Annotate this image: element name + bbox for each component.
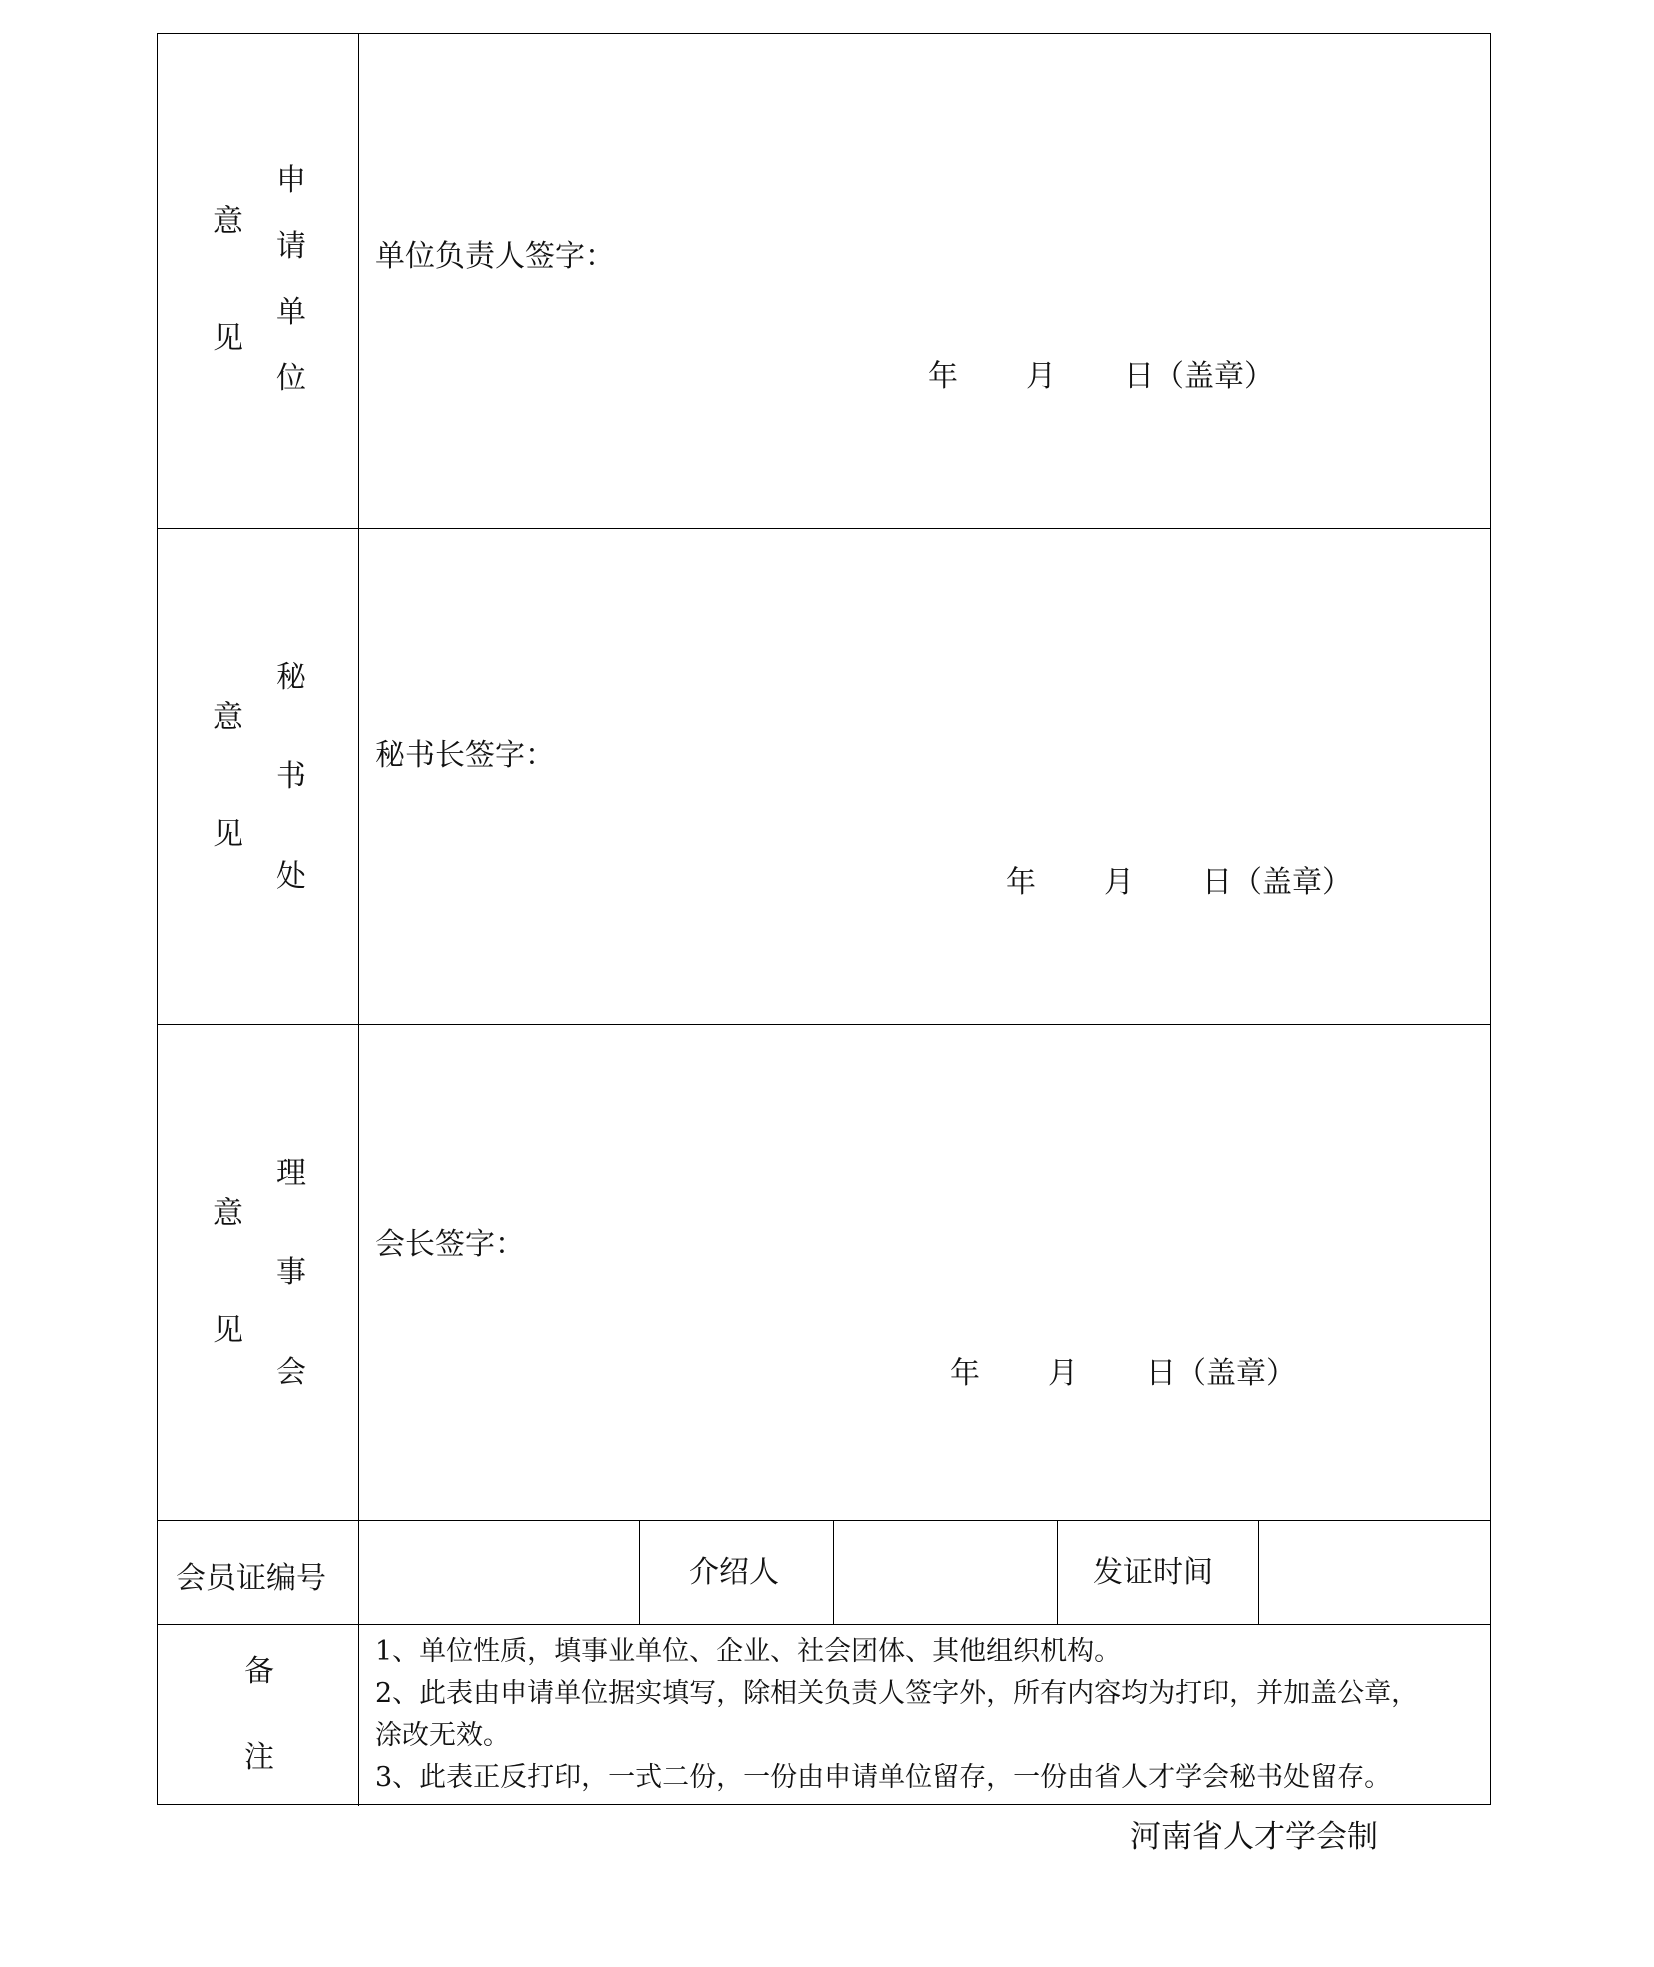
date-month: 月	[1104, 865, 1134, 900]
section-label-char: 意	[213, 700, 243, 735]
remark-note-3: 3、此表正反打印，一式二份，一份由申请单位留存，一份由省人才学会秘书处留存。	[375, 1762, 1392, 1793]
referrer-value[interactable]	[850, 1558, 1040, 1590]
date-day-seal: 日（盖章）	[1202, 865, 1352, 900]
section-label-char: 单	[276, 295, 306, 330]
secretary-general-signature-label: 秘书长签字：	[375, 738, 555, 773]
membership-number-value[interactable]	[375, 1564, 625, 1596]
date-year: 年	[1006, 865, 1036, 900]
section-label-char: 见	[213, 817, 243, 852]
referrer-label: 介绍人	[689, 1555, 779, 1590]
section-label-char: 意	[213, 204, 243, 239]
info-divider-1	[639, 1520, 640, 1624]
remark-note-2: 2、此表由申请单位据实填写，除相关负责人签字外，所有内容均为打印，并加盖公章，	[375, 1678, 1419, 1709]
section-label-char: 见	[213, 321, 243, 356]
section-label-char: 见	[213, 1313, 243, 1348]
section-label-char: 会	[276, 1355, 306, 1390]
remarks-label-char: 注	[244, 1740, 274, 1775]
date-day-seal: 日（盖章）	[1146, 1356, 1296, 1391]
remark-note-2-cont: 涂改无效。	[375, 1720, 510, 1751]
membership-number-label: 会员证编号	[176, 1561, 326, 1596]
label-column-divider	[358, 34, 359, 1806]
info-divider-3	[1057, 1520, 1058, 1624]
section-label-char: 请	[276, 229, 306, 264]
info-divider-4	[1258, 1520, 1259, 1624]
date-month: 月	[1048, 1356, 1078, 1391]
date-day-seal: 日（盖章）	[1124, 359, 1274, 394]
issue-date-value[interactable]	[1275, 1558, 1475, 1590]
remark-note-1: 1、单位性质，填事业单位、企业、社会团体、其他组织机构。	[375, 1636, 1122, 1667]
date-month: 月	[1026, 359, 1056, 394]
section-label-char: 书	[276, 759, 306, 794]
section-label-char: 理	[276, 1156, 306, 1191]
section-label-char: 事	[276, 1255, 306, 1290]
section-label-char: 处	[276, 859, 306, 894]
form-issuer-footer: 河南省人才学会制	[1130, 1819, 1378, 1855]
section-label-char: 意	[213, 1196, 243, 1231]
date-year: 年	[950, 1356, 980, 1391]
unit-head-signature-label: 单位负责人签字：	[375, 239, 615, 274]
date-year: 年	[928, 359, 958, 394]
president-signature-label: 会长签字：	[375, 1227, 525, 1262]
issue-date-label: 发证时间	[1093, 1555, 1213, 1590]
section-label-char: 申	[276, 163, 306, 198]
info-divider-2	[833, 1520, 834, 1624]
approval-form-table	[157, 33, 1491, 1805]
remarks-label-char: 备	[244, 1654, 274, 1689]
section-label-char: 秘	[276, 660, 306, 695]
section-label-char: 位	[276, 361, 306, 396]
